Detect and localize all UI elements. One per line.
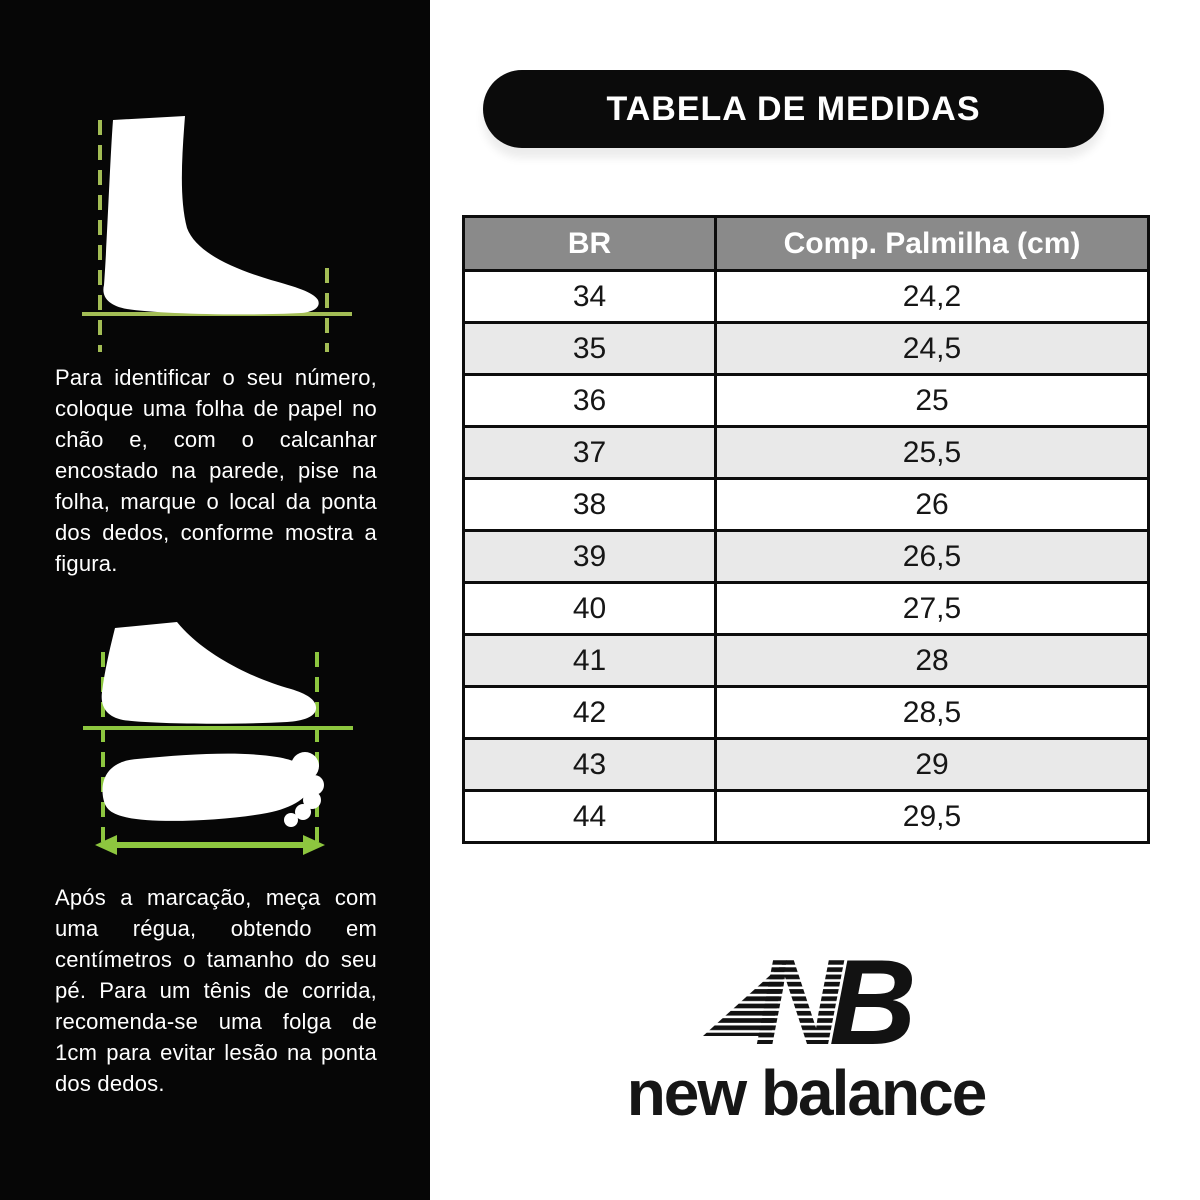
table-row [464, 271, 1149, 323]
br-size-cell: 40 [464, 583, 716, 635]
insole-length-cell: 29 [716, 739, 1149, 791]
insole-length-cell: 27,5 [716, 583, 1149, 635]
insole-length-cell: 25 [716, 375, 1149, 427]
column-header-insole: Comp. Palmilha (cm) [716, 217, 1149, 271]
brand-wordmark: new balance [626, 1057, 986, 1129]
foot-sole-view-icon [55, 612, 375, 870]
table-row [464, 739, 1149, 791]
svg-text:N: N [754, 940, 843, 1060]
br-size-cell: 36 [464, 375, 716, 427]
foot-side-view-icon [55, 100, 375, 365]
table-row [464, 479, 1149, 531]
table-row [464, 583, 1149, 635]
instructions-panel [0, 0, 430, 1200]
insole-length-cell: 25,5 [716, 427, 1149, 479]
table-title: TABELA DE MEDIDAS [606, 89, 981, 128]
table-row [464, 635, 1149, 687]
br-size-cell: 41 [464, 635, 716, 687]
br-size-cell: 42 [464, 687, 716, 739]
size-table [462, 215, 1150, 844]
br-size-cell: 38 [464, 479, 716, 531]
table-row [464, 687, 1149, 739]
column-header-br: BR [464, 217, 716, 271]
insole-length-cell: 26,5 [716, 531, 1149, 583]
insole-length-cell: 29,5 [716, 791, 1149, 843]
table-header-row [464, 217, 1149, 271]
instruction-paragraph-1: Para identificar o seu número, coloque uma folha de papel no chão e, com o calcanhar encostado na parede, pise na folha, marque o local da ponta dos dedos, conforme mostra a figura. [55, 365, 377, 576]
nb-monogram-icon [703, 940, 913, 1060]
foot-length-measure-diagram [55, 612, 375, 870]
table-row [464, 791, 1149, 843]
br-size-cell: 39 [464, 531, 716, 583]
insole-length-cell: 24,2 [716, 271, 1149, 323]
br-size-cell: 34 [464, 271, 716, 323]
foot-side-measure-diagram [55, 100, 375, 365]
table-row [464, 427, 1149, 479]
insole-length-cell: 28 [716, 635, 1149, 687]
br-size-cell: 35 [464, 323, 716, 375]
insole-length-cell: 28,5 [716, 687, 1149, 739]
insole-length-cell: 24,5 [716, 323, 1149, 375]
br-size-cell: 44 [464, 791, 716, 843]
br-size-cell: 37 [464, 427, 716, 479]
table-row [464, 531, 1149, 583]
insole-length-cell: 26 [716, 479, 1149, 531]
instruction-paragraph-2: Após a marcação, meça com uma régua, obtendo em centímetros o tamanho do seu pé. Para um tênis de corrida, recomenda-se uma folga de 1cm para evitar lesão na ponta dos dedos. [55, 885, 377, 1096]
br-size-cell: 43 [464, 739, 716, 791]
table-row [464, 375, 1149, 427]
table-title-pill [483, 70, 1104, 148]
table-row [464, 323, 1149, 375]
svg-text:B: B [829, 940, 913, 1060]
